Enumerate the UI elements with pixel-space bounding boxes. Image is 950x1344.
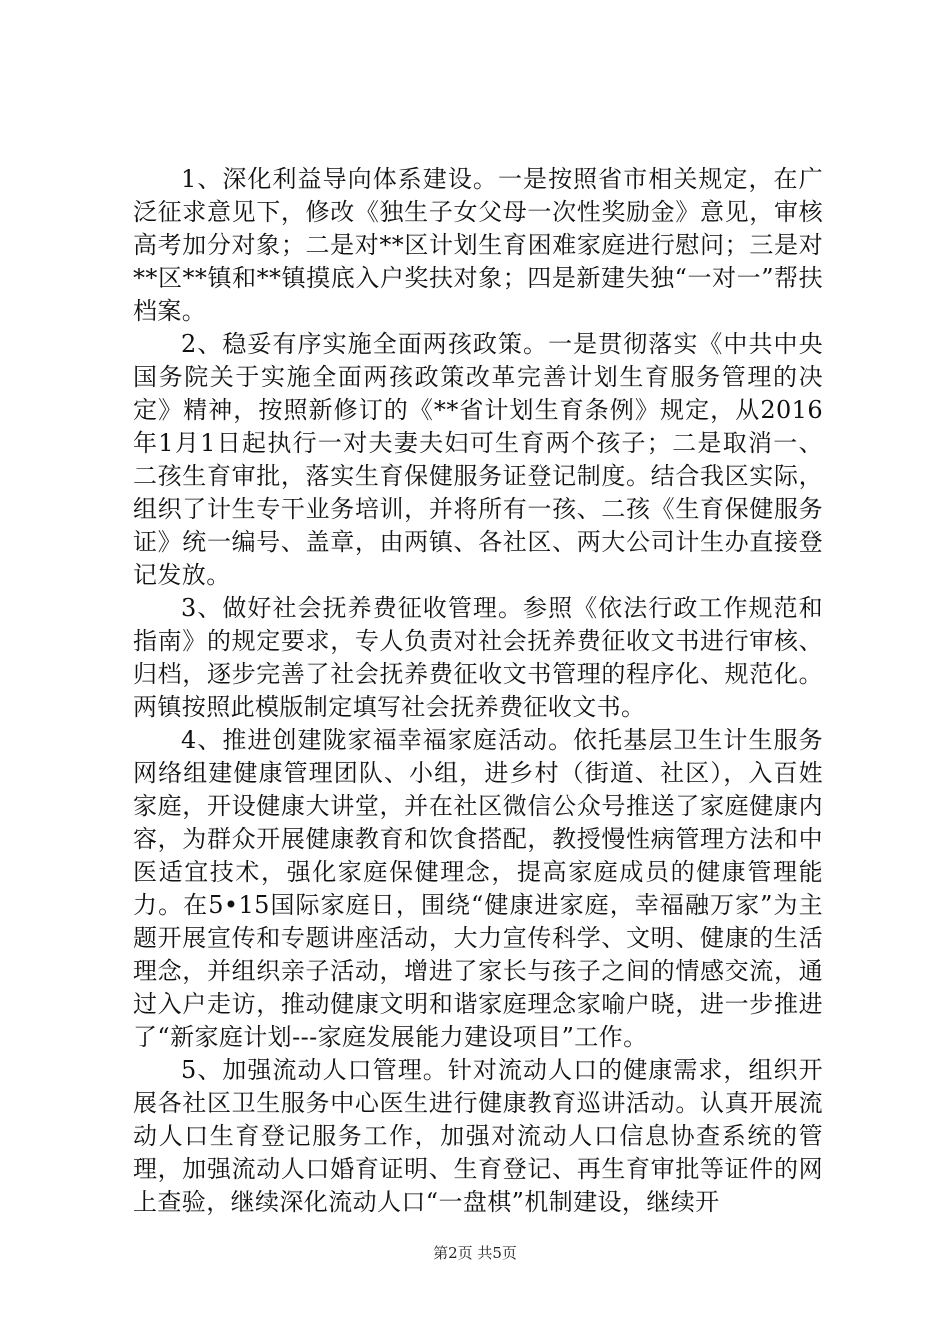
document-body bbox=[133, 163, 823, 1219]
paragraph-1: 1、深化利益导向体系建设。一是按照省市相关规定，在广泛征求意见下，修改《独生子女父母一次性奖励金》意见，审核高考加分对象；二是对**区计划生育困难家庭进行慰问；三是对**区**镇和**镇摸底入户奖扶对象；四是新建失独“一对一”帮扶档案。 bbox=[133, 165, 823, 325]
paragraph-4: 4、推进创建陇家福幸福家庭活动。依托基层卫生计生服务网络组建健康管理团队、小组，进乡村（街道、社区），入百姓家庭，开设健康大讲堂，并在社区微信公众号推送了家庭健康内容，为群众开展健康教育和饮食搭配，教授慢性病管理方法和中医适宜技术，强化家庭保健理念，提高家庭成员的健康管理能力。在5•15国际家庭日，围绕“健康进家庭，幸福融万家”为主题开展宣传和专题讲座活动，大力宣传科学、文明、健康的生活理念，并组织亲子活动，增进了家长与孩子之间的情感交流，通过入户走访，推动健康文明和谐家庭理念家喻户晓，进一步推进了“新家庭计划---家庭发展能力建设项目”工作。 bbox=[133, 726, 823, 1051]
page-number-footer: 第2页 共5页 bbox=[433, 1244, 517, 1262]
paragraph-3: 3、做好社会抚养费征收管理。参照《依法行政工作规范和指南》的规定要求，专人负责对社会抚养费征收文书进行审核、归档，逐步完善了社会抚养费征收文书管理的程序化、规范化。两镇按照此模版制定填写社会抚养费征收文书。 bbox=[133, 594, 823, 721]
paragraph-2: 2、稳妥有序实施全面两孩政策。一是贯彻落实《中共中央国务院关于实施全面两孩政策改革完善计划生育服务管理的决定》精神，按照新修订的《**省计划生育条例》规定，从2016年1月1日起执行一对夫妻夫妇可生育两个孩子；二是取消一、二孩生育审批，落实生育保健服务证登记制度。结合我区实际，组织了计生专干业务培训，并将所有一孩、二孩《生育保健服务证》统一编号、盖章，由两镇、各社区、两大公司计生办直接登记发放。 bbox=[133, 330, 823, 589]
paragraph-5: 5、加强流动人口管理。针对流动人口的健康需求，组织开展各社区卫生服务中心医生进行健康教育巡讲活动。认真开展流动人口生育登记服务工作，加强对流动人口信息协查系统的管理，加强流动人口婚育证明、生育登记、再生育审批等证件的网上查验，继续深化流动人口“一盘棋”机制建设，继续开 bbox=[133, 1056, 823, 1216]
